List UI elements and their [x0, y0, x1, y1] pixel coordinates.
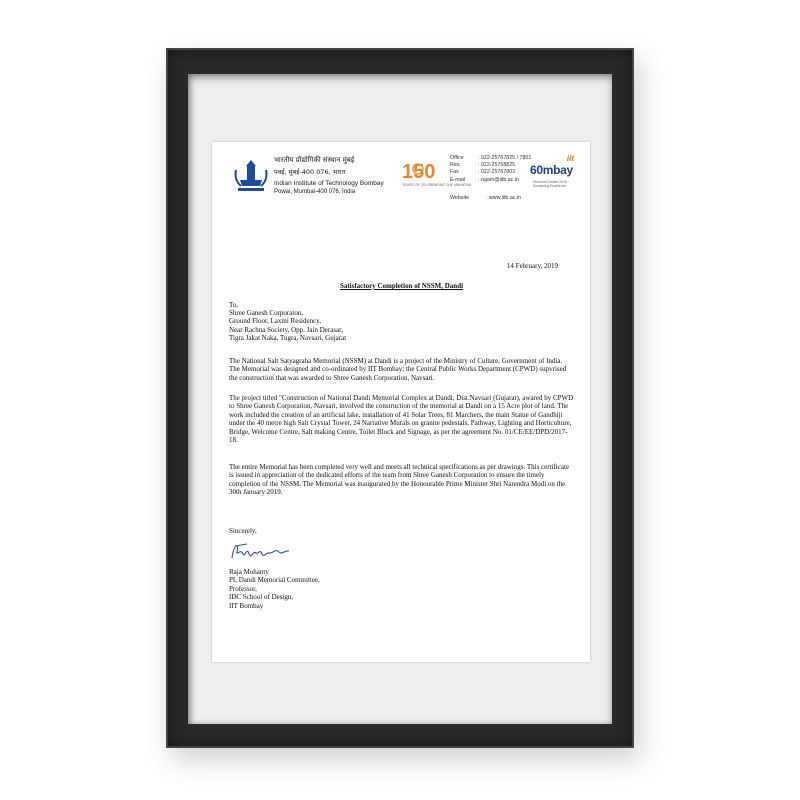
signatory-department: IDC School of Design,: [229, 593, 294, 602]
address-line: Near Rachna Society, Opp. Jain Derasar,: [229, 325, 343, 334]
contact-email: E-mail : rajam@iitb.ac.in: [450, 176, 519, 183]
institute-address: Powai, Mumbai-400 076, India: [274, 189, 356, 195]
institute-name-hindi: भारतीय प्रौद्योगिकी संस्थान मुंबई: [274, 156, 355, 164]
paragraph-1: The National Salt Satyagraha Memorial (NSSM) at Dandi is a project of the Ministry of Culture, Government of India. The Memorial was designed and co-ordinated by IIT Bombay; the Central Public Works Department (CPWD) supvrised the construction that was awarded to Shree Ganesh Corporation, Navsari.: [229, 357, 567, 382]
contact-website: Website : www.iitb.ac.in: [450, 195, 522, 201]
institute-name: Indian Institute of Technology Bombay: [274, 180, 384, 187]
recipient-address: [229, 309, 346, 343]
contact-residence: Res. : 022-25768825: [450, 162, 516, 169]
paragraph-3: The entire Memorial has been completed very well and meets all technical specifications as per drawings. This certificate is issued in appreciation of the dedicated efforts of the team from Shree Ganesh Corporation to ensure the timely completion of the NSSM. The Memorial was inaugurated by the Honourable Prime Minister Shri Narendra Modi on the 30th January 2019.: [229, 463, 570, 497]
address-line: Shree Ganesh Corporaton,: [229, 309, 304, 317]
signatory-title: Professor,: [229, 584, 257, 593]
signatory-institute: IIT Bombay: [229, 601, 264, 610]
iit-logo-subtitle: Diamond Jubilee 2018 · Sustaining Excellence: [533, 180, 569, 189]
letterhead: [232, 154, 574, 206]
address-line: Ground Floor, Laxmi Residency,: [229, 317, 322, 326]
logo-150-number: 150: [402, 161, 436, 183]
contact-fax: Fax : 022-25767803: [450, 169, 516, 176]
letter-date: 14 February, 2019: [506, 262, 558, 270]
iit-bombay-emblem: [232, 156, 270, 196]
address-line: Tigra Jakat Naka, Tugra, Navsari, Gujarat: [229, 334, 347, 343]
signatory-title: PI, Dandi Memorial Committee,: [229, 576, 320, 585]
logo-150-caption: YEARS OF CELEBRATING THE MAHATMA: [402, 183, 472, 187]
contact-details: [450, 155, 531, 184]
paragraph-2: The project titled "Construction of National Dandi Memorial Complex at Dandi, Dist.Navsari (Gujarat), awared by CPWD to Shree Ganesh Corporation, Navsari, involved the construction of the memorial at Dandi on a 15 Acre plot of land. The work included the creation of an artificial lake, installation of 41 Solar Trees, 81 Marchers, the main Statue of Gandhiji under the 40 metre high Salt Crystal Tower, 24 Narrative Murals on granite pedestals, Pathway, Lighting and Horticulture, Bridge, Welcome Centre, Salt making Centre, Toilet Block and Signage, as per the agreement No. 01/CE/EE/DPD/2017-18.: [229, 394, 574, 445]
signatory-name: Raja Mohanty: [229, 568, 269, 576]
signatory-block: [229, 568, 320, 610]
closing: Sincerely,: [229, 527, 257, 535]
handwritten-signature: [229, 538, 299, 564]
gandhi-150-logo: [398, 154, 472, 198]
iit-bombay-diamond-jubilee-logo: [530, 154, 576, 202]
institute-address-hindi: पवई, मुंबई-400 076, भारत: [274, 168, 346, 176]
iit-logo-word: 60mbay: [530, 163, 573, 177]
letter-subject: Satisfactory Completion of NSSM, Dandi: [339, 282, 464, 290]
certificate-letter: [212, 142, 590, 662]
salutation: To,: [229, 301, 239, 309]
contact-office: Office : 022-25767825 / 7801: [450, 155, 532, 161]
iit-logo-top: iit: [566, 154, 574, 163]
